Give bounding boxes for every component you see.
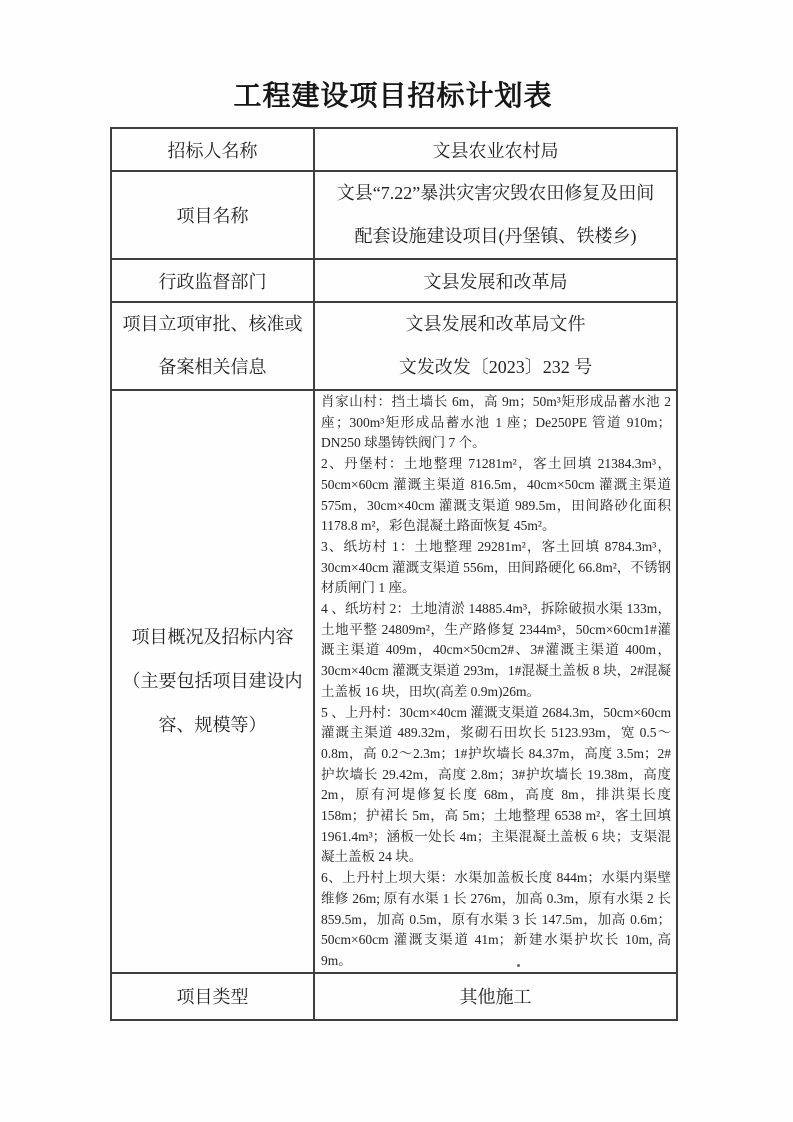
project-overview-label-line-2: （主要包括项目建设内 [122,671,303,692]
overview-item-zhifang-2: 4 、纸坊村 2：土地清淤 14885.4m³，拆除破损水渠 133m，土地平整 24809m²，生产路修复 2344m³，50cm×60cm1#灌溉主渠道 409m，40cm×50cm2#、3#灌溉主渠道 400m，30cm×40cm 灌溉支渠道 293m，1#混凝土盖板 8 块，2#混凝土盖板 16 块，田坎(高差 0.9m)26m。 [321,601,671,699]
project-overview-label-line-1: 项目概况及招标内容 [131,627,294,648]
approval-document-title: 文县发展和改革局文件 [405,314,586,334]
project-name-line-1: 文县“7.22”暴洪灾害灾毁农田修复及田间 [336,183,655,203]
table-row-supervising-department [111,259,677,302]
project-overview-content [314,390,677,973]
project-overview-label-line-3: 容、规模等） [158,715,267,736]
page-title: 工程建设项目招标计划表 [233,81,553,112]
bidder-name-value: 文县农业农村局 [314,128,677,171]
supervising-department-value: 文县发展和改革局 [314,259,677,302]
project-type-label: 项目类型 [111,973,314,1020]
overview-item-shangdan-shangba: 6、上丹村上坝大渠：水渠加盖板长度 844m；水渠内渠壁维修 26m; 原有水渠 1 长 276m，加高 0.3m，原有水渠 2 长 859.5m，加高 0.5m，原有水渠 3 长 147.5m，加高 0.6m；50cm×60cm 灌溉支渠道 41m；新建水渠护坎长 10m, 高 9m。 [321,870,671,968]
approval-info-label-line-1: 项目立项审批、核准或 [122,314,303,334]
overview-item-zhifang-1: 3、纸坊村 1：土地整理 29281m²，客土回填 8784.3m³，30cm×40cm 灌溉支渠道 556m，田间路硬化 66.8m²，不锈钢材质闸门 1 座。 [321,538,671,596]
table-row-project-overview [111,390,677,973]
table-row-project-type [111,973,677,1020]
project-name-label: 项目名称 [111,171,314,259]
project-overview-label [111,390,314,973]
approval-document-number: 文发改发〔2023〕232 号 [398,357,593,377]
bidder-name-label: 招标人名称 [111,128,314,171]
overview-item-danbao: 2、丹堡村：土地整理 71281m²，客土回填 21384.3m³，50cm×60cm 灌溉主渠道 816.5m，40cm×50cm 灌溉主渠道 575m，30cm×40cm 灌溉支渠道 989.5m，田间路砂化面积 1178.8 m²，彩色混凝土路面恢复 45m²。 [321,456,671,534]
supervising-department-label: 行政监督部门 [111,259,314,302]
approval-info-label-line-2: 备案相关信息 [158,357,267,377]
table-row-approval-info [111,302,677,390]
approval-info-value [314,302,677,390]
project-name-line-2: 配套设施建设项目(丹堡镇、铁楼乡) [354,226,637,246]
table-row-project-name [111,171,677,259]
bidding-plan-table [110,127,678,1021]
scan-artifact-dot [517,964,520,967]
overview-item-shangdan: 5 、上丹村：30cm×40cm 灌溉支渠道 2684.3m，50cm×60cm 灌溉主渠道 489.32m，浆砌石田坎长 5123.93m，宽 0.5～0.8m，高 0.2～2.3m；1#护坎墙长 84.37m，高度 3.5m；2#护坎墙长 29.42m，高度 2.8m；3#护坎墙长 19.38m，高度 2m，原有河堤修复长度 68m，高度 8m，排洪渠长度 158m；护裙长 5m，高 5m；土地整理 6538 m²，客土回填 1961.4m³；涵板一处长 4m；主渠混凝土盖板 6 块；支渠混凝土盖板 24 块。 [321,704,671,865]
table-row-bidder-name [111,128,677,171]
overview-item-xiaojiashan: 肖家山村：挡土墙长 6m，高 9m；50m³矩形成品蓄水池 2 座；300m³矩形成品蓄水池 1 座；De250PE 管道 910m；DN250 球墨铸铁阀门 7 个。 [321,394,671,451]
approval-info-label [111,302,314,390]
project-type-value: 其他施工 [314,973,677,1020]
project-name-value [314,171,677,259]
